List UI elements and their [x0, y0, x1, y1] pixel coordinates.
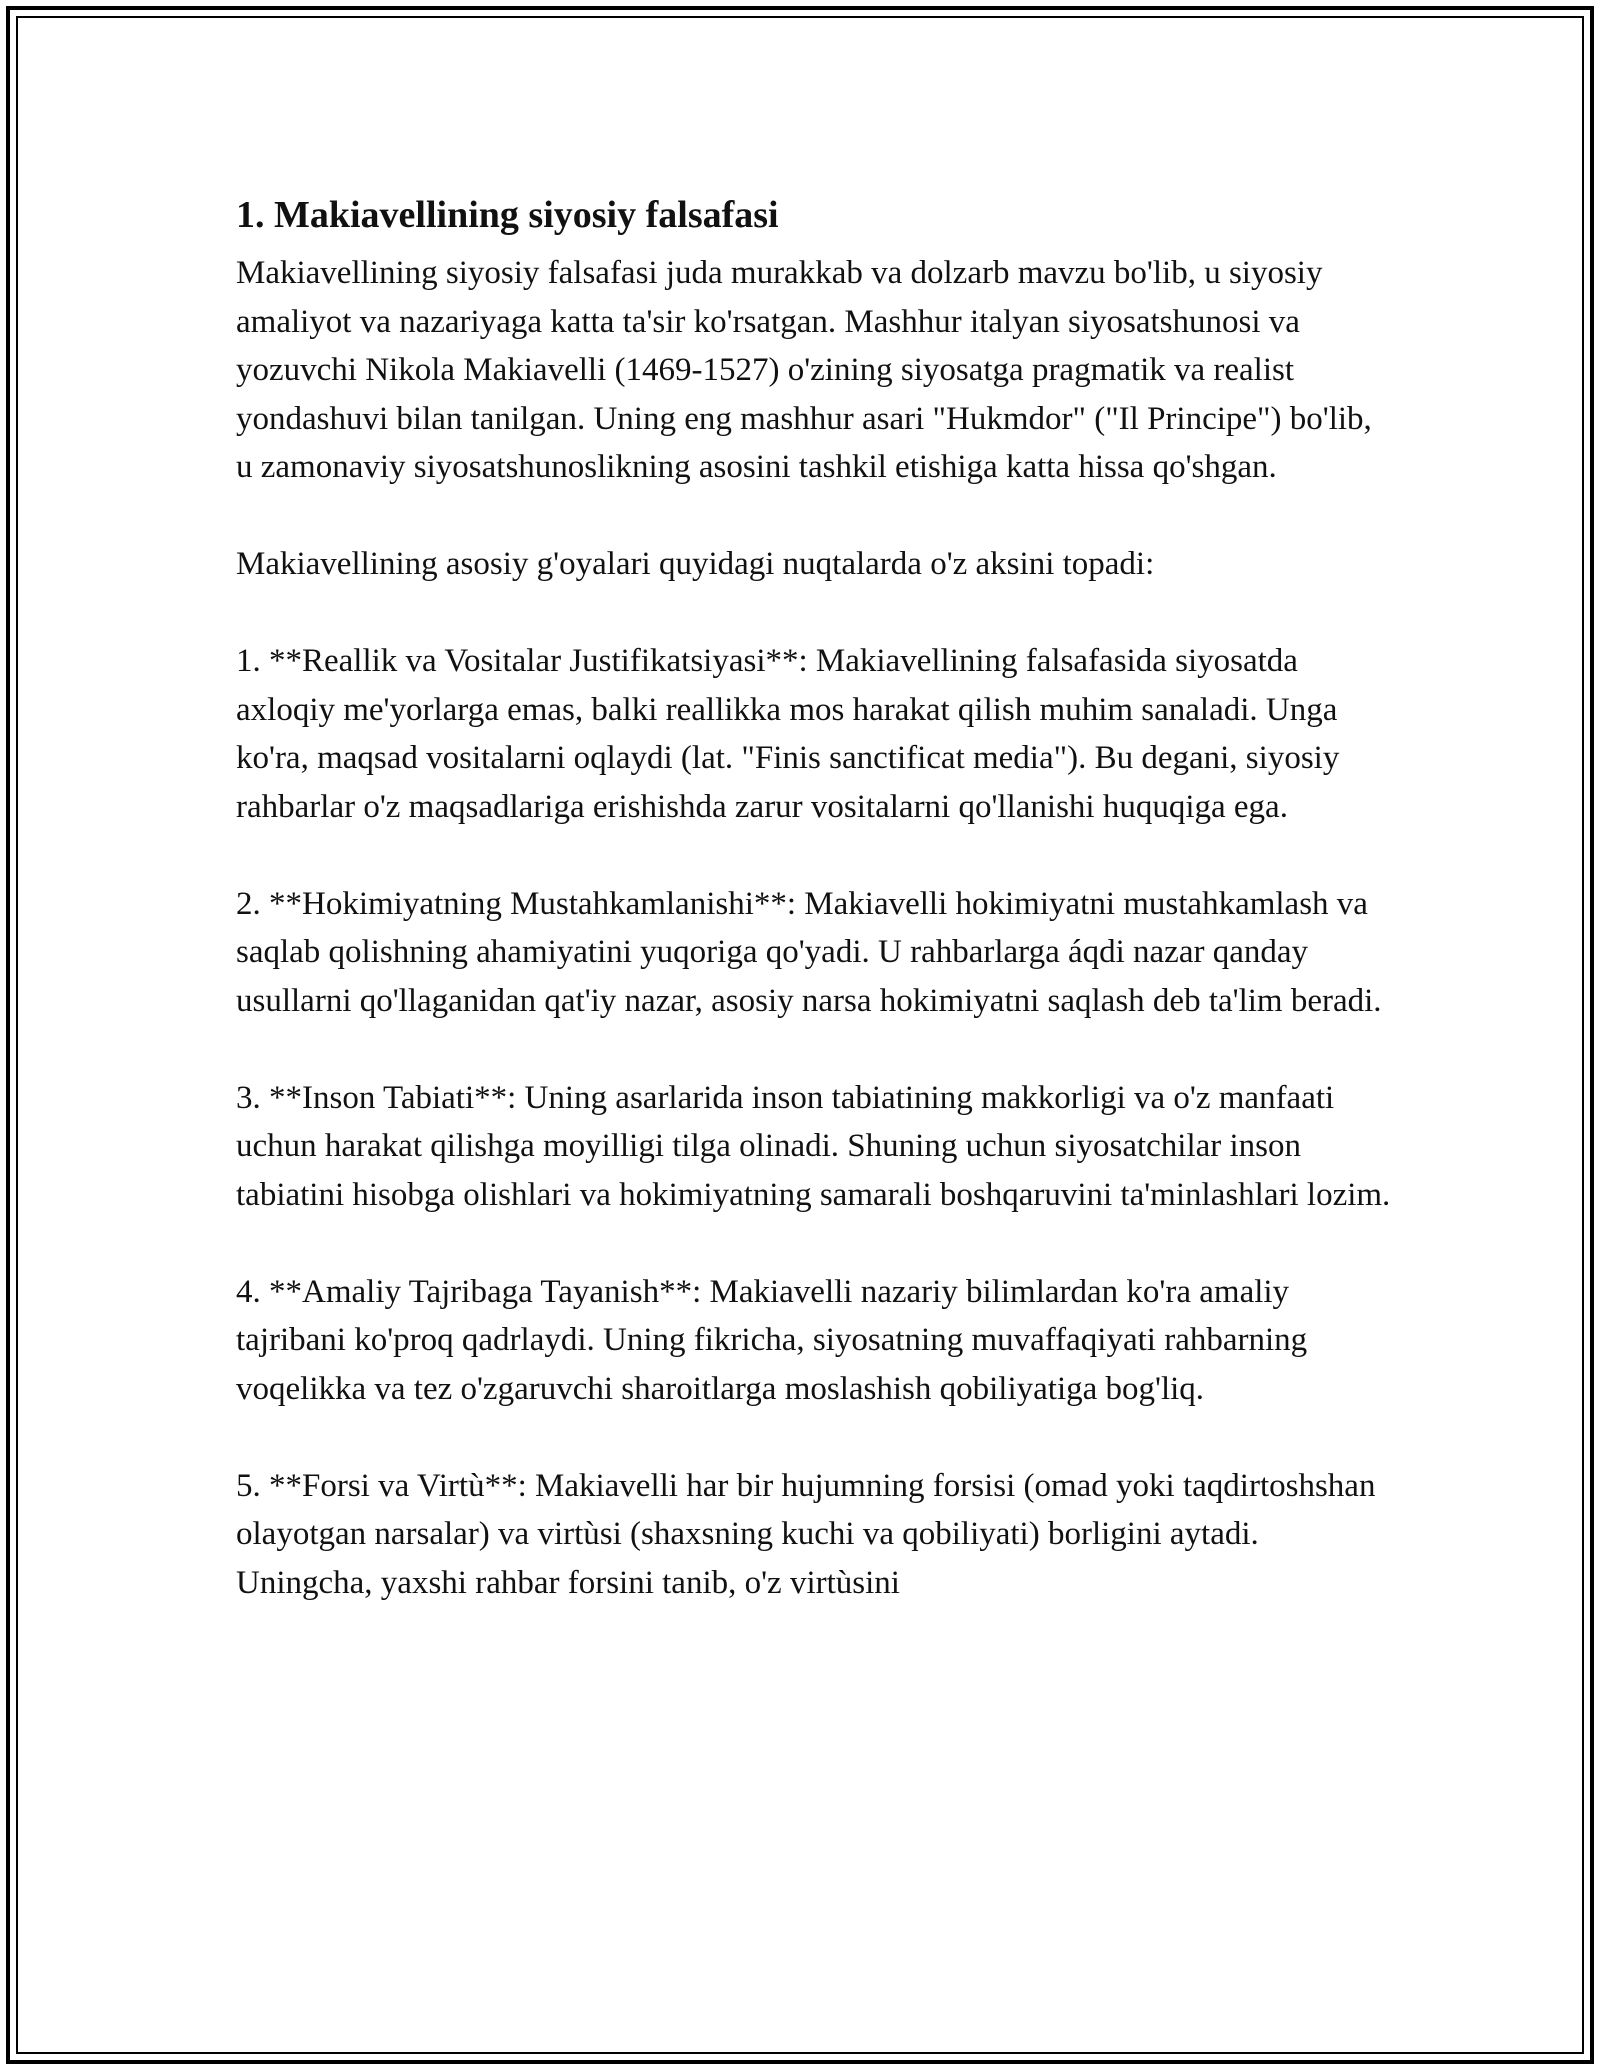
list-item-4: 4. **Amaliy Tajribaga Tayanish**: Makiavelli nazariy bilimlardan ko'ra amaliy tajribani ko'proq qadrlaydi. Uning fikricha, siyosatning muvaffaqiyati rahbarning voqelikka va tez o'zgaruvchi sharoitlarga moslashish qobiliyatiga bog'liq.	[236, 1273, 1308, 1407]
intro-paragraph: Makiavellining siyosiy falsafasi juda murakkab va dolzarb mavzu bo'lib, u siyosiy amaliyot va nazariyaga katta ta'sir ko'rsatgan. Mashhur italyan siyosatshunosi va yozuvchi Nikola Makiavelli (1469-1527) o'zining siyosatga pragmatik va realist yondashuvi bilan tanilgan. Uning eng mashhur asari "Hukmdor" ("Il Principe") bo'lib, u zamonaviy siyosatshunoslikning asosini tashkil etishiga katta hissa qo'shgan.	[236, 255, 1372, 485]
section-heading: 1. Makiavellining siyosiy falsafasi	[236, 194, 779, 236]
ideas-lead-paragraph: Makiavellining asosiy g'oyalari quyidagi nuqtalarda o'z aksini topadi:	[236, 546, 1155, 582]
list-item-5: 5. **Forsi va Virtù**: Makiavelli har bir hujumning forsisi (omad yoki taqdirtoshshan olayotgan narsalar) va virtùsi (shaxsning kuchi va qobiliyati) borligini aytadi. Uningcha, yaxshi rahbar forsini tanib, o'z virtùsini	[236, 1467, 1376, 1601]
list-item-1: 1. **Reallik va Vositalar Justifikatsiyasi**: Makiavellining falsafasida siyosatda axloqiy me'yorlarga emas, balki reallikka mos harakat qilish muhim sanaladi. Unga ko'ra, maqsad vositalarni oqlaydi (lat. "Finis sanctificat media"). Bu degani, siyosiy rahbarlar o'z maqsadlariga erishishda zarur vositalarni qo'llanishi huquqiga ega.	[236, 643, 1340, 825]
list-item-2: 2. **Hokimiyatning Mustahkamlanishi**: Makiavelli hokimiyatni mustahkamlash va saqlab qolishning ahamiyatini yuqoriga qo'yadi. U rahbarlarga áqdi nazar qanday usullarni qo'llaganidan qat'iy nazar, asosiy narsa hokimiyatni saqlash deb ta'lim beradi.	[236, 885, 1382, 1019]
document-body	[236, 185, 1396, 1656]
list-item-3: 3. **Inson Tabiati**: Uning asarlarida inson tabiatining makkorligi va o'z manfaati uchun harakat qilishga moyilligi tilga olinadi. Shuning uchun siyosatchilar inson tabiatini hisobga olishlari va hokimiyatning samarali boshqaruvini ta'minlashlari lozim.	[236, 1079, 1391, 1213]
